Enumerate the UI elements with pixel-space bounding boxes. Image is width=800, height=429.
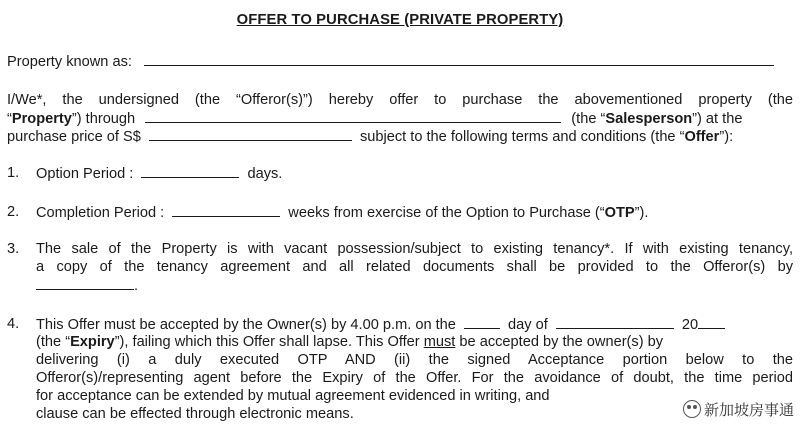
completion-period-blank[interactable] [172,203,280,217]
must-underlined: must [423,334,456,350]
document-title: OFFER TO PURCHASE (PRIVATE PROPERTY) [236,12,564,28]
intro-line-1: I/We*, the undersigned (the “Offeror(s)”) hereby offer to purchase the abovementioned property (the [7,92,793,108]
completion-period-end: ”). [634,205,649,221]
property-blank[interactable] [144,52,774,66]
intro-through: ”) through [71,111,136,127]
intro-end: ”): [719,129,734,145]
item-completion-period [7,203,793,221]
completion-period-label: Completion Period : [36,205,165,221]
intro-quote: “ [7,111,12,127]
expiry-day-blank[interactable] [464,315,500,329]
property-term: Property [11,111,72,127]
intro-terms: subject to the following terms and conditions (the “ [359,129,685,145]
tenancy-date-blank[interactable] [36,276,134,290]
salesperson-blank[interactable] [145,109,561,123]
salesperson-term: Salesperson [605,111,693,127]
expiry-year-blank[interactable] [698,315,725,329]
tenancy-line-1: The sale of the Property is with vacant possession/subject to existing tenancy*. If with existing tenancy, [36,241,793,257]
intro-at-the: ”) at the [692,111,743,127]
expiry-line-5: for acceptance can be extended by mutual agreement evidenced in writing, and [36,388,550,404]
intro-line-2 [7,109,793,128]
otp-term: OTP [604,205,635,221]
property-label: Property known as: [7,54,132,70]
item-number: 2. [7,204,20,220]
expiry-line-6: clause can be effected through electronic means. [36,406,354,422]
expiry-line-1 [36,315,793,334]
completion-period-row [36,203,648,222]
option-period-row [36,164,282,183]
expiry-line-2 [36,333,793,351]
expiry-month-blank[interactable] [556,315,674,329]
wechat-icon [683,400,701,418]
intro-line-3 [7,127,793,146]
option-period-label: Option Period : [36,166,134,182]
expiry-line-3: delivering (i) a duly executed OTP AND (ii) the signed Acceptance portion below to the [36,352,793,368]
expiry-accepted-by: be accepted by the owner(s) by [459,334,664,350]
watermark [681,396,796,422]
expiry-term: Expiry [70,334,115,350]
tenancy-line-2: a copy of the tenancy agreement and all related documents shall be provided to the Offeror(s) by [36,259,793,275]
option-period-suffix: days. [247,166,283,182]
purchase-price-label: purchase price of S$ [7,129,141,145]
item-number: 1. [7,165,20,181]
expiry-lapse: ”), failing which this Offer shall lapse. This Offer [114,334,420,350]
expiry-line-4: Offeror(s)/representing agent before the Expiry of the Offer. For the avoidance of doubt, the time period [36,370,793,386]
expiry-open: (the “ [36,334,71,350]
intro-the: (the “ [571,111,606,127]
expiry-text-1: This Offer must be accepted by the Owner(s) by 4.00 p.m. on the [36,317,456,333]
item-option-period [7,164,793,182]
property-line [7,52,793,71]
completion-period-suffix: weeks from exercise of the Option to Purchase (“ [288,205,605,221]
expiry-year-prefix: 20 [681,317,699,333]
expiry-day-of: day of [508,317,548,333]
offer-term: Offer [684,129,720,145]
tenancy-period: . [134,278,139,294]
option-period-blank[interactable] [141,164,239,178]
purchase-price-blank[interactable] [149,127,352,141]
watermark-text: 新加坡房事通 [703,400,794,419]
tenancy-line-3 [36,276,793,295]
item-number: 3. [7,241,20,257]
item-number: 4. [7,316,20,332]
